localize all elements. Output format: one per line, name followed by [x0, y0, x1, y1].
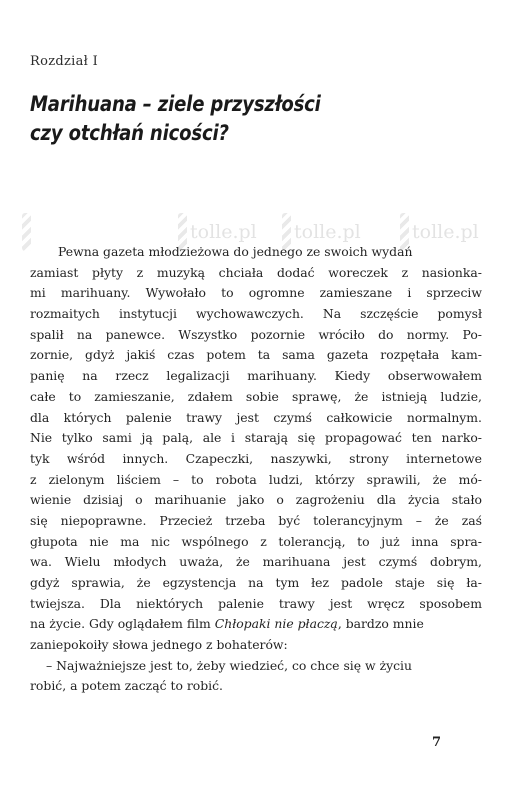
chapter-title-line-1: Marihuana – ziele przyszłości — [30, 92, 321, 116]
quote-line: – Najważniejsze jest to, żeby wiedzieć, co chce się w życiu — [46, 657, 412, 673]
watermark-text: tolle.pl — [294, 221, 361, 243]
body-line: rozmaitych instytucji wychowawczych. Na szczęście pomysł — [30, 306, 482, 322]
body-line: się niepoprawne. Przecież trzeba być tolerancyjnym – że zaś — [30, 512, 482, 528]
body-line: głupota nie ma nic wspólnego z tolerancją, to już inna spra- — [30, 533, 482, 549]
body-line: całe to zamieszanie, zdałem sobie sprawę, że istnieją ludzie, — [30, 388, 482, 404]
body-line: tyk wśród innych. Czapeczki, naszywki, strony internetowe — [30, 450, 482, 466]
body-line: gdyż sprawia, że egzystencja na tym łez padole staje się ła- — [30, 575, 482, 590]
body-line-film-before: na życie. Gdy oglądałem film — [30, 616, 215, 632]
body-line: panię na rzecz legalizacji marihuany. Kiedy obserwowałem — [30, 368, 482, 384]
body-line: twiejsza. Dla niektórych palenie trawy jest wręcz sposobem — [30, 595, 482, 611]
body-line: zaniepokoiły słowa jednego z bohaterów: — [30, 637, 288, 653]
watermark-text: tolle.pl — [412, 221, 479, 243]
body-line: Pewna gazeta młodzieżowa do jednego ze swoich wydań — [58, 244, 413, 259]
body-line: spalił na panewce. Wszystko pozornie wróciło do normy. Po- — [30, 326, 482, 342]
body-line: wa. Wielu młodych uważa, że marihuana jest czymś dobrym, — [30, 554, 482, 570]
body-line: zornie, gdyż jakiś czas potem ta sama gazeta rozpętała kam- — [30, 347, 482, 363]
chapter-title-line-2: czy otchłań nicości? — [30, 121, 229, 145]
page-number: 7 — [432, 735, 442, 750]
quote-line: robić, a potem zacząć to robić. — [30, 678, 223, 694]
body-line: zamiast płyty z muzyką chciała dodać woreczek z nasionka- — [30, 264, 482, 280]
body-line-film — [30, 614, 482, 635]
chapter-title — [30, 90, 408, 148]
body-line: dla których palenie trawy jest czymś całkowicie normalnym. — [30, 409, 482, 425]
watermark-text: tolle.pl — [190, 221, 257, 243]
chapter-label: Rozdział I — [30, 54, 99, 69]
body-line: mi marihuany. Wywołało to ogromne zamieszane i sprzeciw — [30, 285, 482, 301]
body-line: z zielonym liściem – to robota ludzi, którzy sprawili, że mó- — [30, 471, 482, 487]
film-title: Chłopaki nie płaczą — [214, 616, 338, 632]
body-text — [30, 242, 482, 697]
body-line: Nie tylko sami ją palą, ale i starają się propagować ten narko- — [30, 430, 482, 446]
body-line-film-after: , bardzo mnie — [337, 616, 424, 632]
body-line: wienie dzisiaj o marihuanie jako o zagrożeniu dla życia stało — [30, 492, 482, 508]
